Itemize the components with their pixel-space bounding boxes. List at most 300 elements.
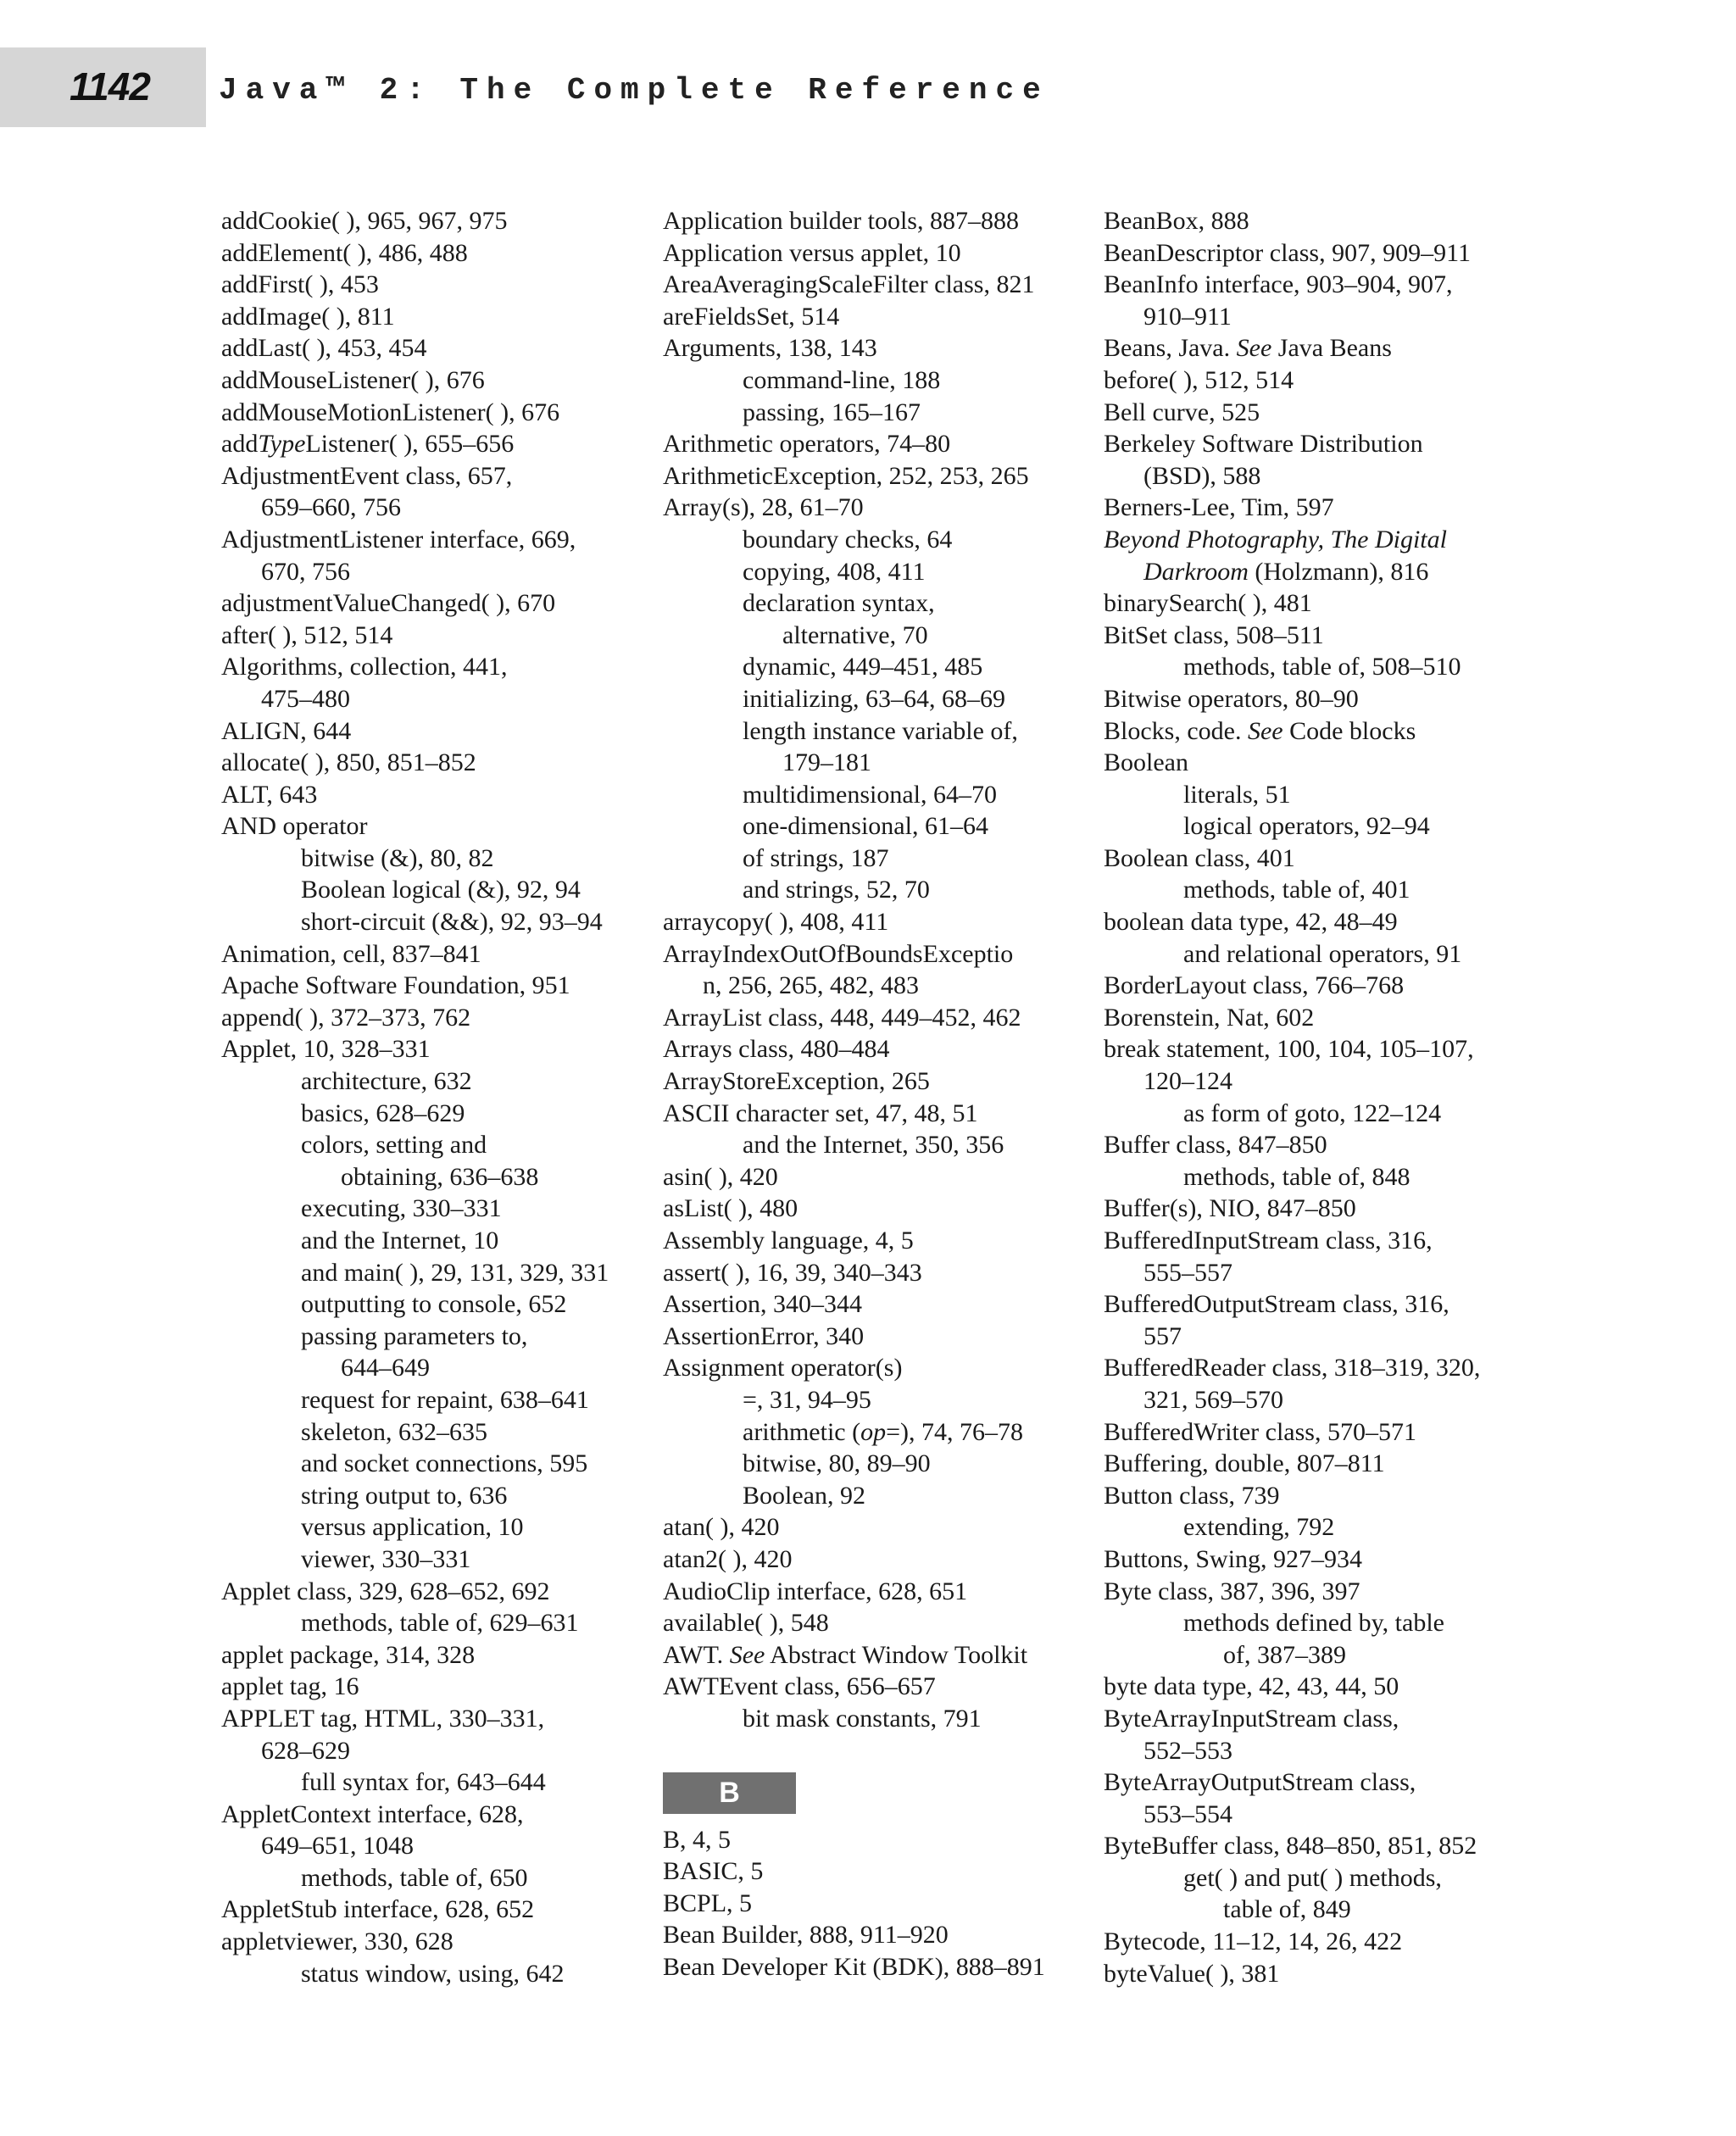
- index-text: obtaining, 636–638: [341, 1162, 539, 1191]
- index-entry: [663, 205, 1097, 237]
- index-text: boolean data type, 42, 48–49: [1104, 908, 1398, 937]
- index-text: BufferedOutputStream class, 316,: [1104, 1290, 1449, 1319]
- index-subentry: [663, 587, 1097, 620]
- index-text: available( ), 548: [663, 1609, 829, 1638]
- index-text: APPLET tag, HTML, 330–331,: [221, 1704, 545, 1733]
- index-text: BeanBox, 888: [1104, 207, 1249, 235]
- index-text: 321, 569–570: [1143, 1385, 1283, 1414]
- index-entry: [663, 1352, 1097, 1384]
- index-entry: [1104, 906, 1544, 938]
- index-entry: [1104, 1958, 1544, 1990]
- index-entry: [663, 1193, 1097, 1225]
- index-entry: [221, 970, 645, 1002]
- index-entry: [663, 1065, 1097, 1098]
- index-text: Berners-Lee, Tim, 597: [1104, 493, 1334, 522]
- index-subentry: [1104, 938, 1544, 971]
- index-text: BCPL, 5: [663, 1888, 753, 1917]
- index-text: 120–124: [1143, 1067, 1232, 1096]
- index-subentry: [663, 1416, 1097, 1449]
- index-text: status window, using, 642: [301, 1959, 565, 1988]
- index-text: ByteBuffer class, 848–850, 851, 852: [1104, 1832, 1477, 1861]
- index-subentry: [663, 779, 1097, 811]
- index-entry: [1104, 747, 1544, 779]
- index-text: 552–553: [1143, 1736, 1232, 1765]
- index-text: AND operator: [221, 812, 368, 841]
- index-text: 910–911: [1143, 302, 1232, 331]
- index-text: Beans, Java.: [1104, 334, 1237, 363]
- index-text: asList( ), 480: [663, 1194, 798, 1223]
- index-text-italic: op: [860, 1417, 887, 1446]
- index-text: AppletContext interface, 628,: [221, 1799, 524, 1828]
- index-text: Blocks, code.: [1104, 716, 1248, 745]
- index-text: binarySearch( ), 481: [1104, 589, 1312, 618]
- index-entry: [221, 205, 645, 237]
- index-text: break statement, 100, 104, 105–107,: [1104, 1035, 1474, 1064]
- index-entry: [663, 1855, 1097, 1888]
- index-text: BeanInfo interface, 903–904, 907,: [1104, 270, 1453, 299]
- index-text: Bytecode, 11–12, 14, 26, 422: [1104, 1927, 1403, 1956]
- index-text: short-circuit (&&), 92, 93–94: [301, 908, 603, 937]
- index-entry: [1104, 1352, 1544, 1384]
- index-text: AWT.: [663, 1640, 730, 1669]
- index-entry: [221, 747, 645, 779]
- index-entry: [221, 1894, 645, 1926]
- index-entry: [221, 1799, 645, 1831]
- index-subentry: [663, 1703, 1097, 1735]
- index-subentry: [1104, 1607, 1544, 1639]
- section-letter-header: B: [663, 1772, 796, 1814]
- index-text: =), 74, 76–78: [886, 1417, 1024, 1446]
- index-text: logical operators, 92–94: [1183, 812, 1430, 841]
- index-entry: [221, 620, 645, 652]
- index-entry: [221, 1703, 645, 1735]
- index-text: full syntax for, 643–644: [301, 1768, 546, 1797]
- index-text: get( ) and put( ) methods,: [1183, 1863, 1442, 1892]
- index-text-italic: See: [1247, 716, 1283, 745]
- index-subentry: [221, 556, 645, 588]
- index-entry: [1104, 587, 1544, 620]
- index-text: length instance variable of,: [743, 716, 1018, 745]
- index-entry: [663, 1225, 1097, 1257]
- index-subentry: [221, 1288, 645, 1321]
- index-text: and socket connections, 595: [301, 1449, 588, 1478]
- index-entry: [221, 301, 645, 333]
- index-subentry: [663, 620, 1097, 652]
- index-text: methods, table of, 401: [1183, 876, 1410, 904]
- index-entry: [663, 1607, 1097, 1639]
- index-text: string output to, 636: [301, 1481, 508, 1510]
- index-entry: [663, 428, 1097, 460]
- index-entry: [1104, 1671, 1544, 1703]
- index-text-italic: See: [1236, 334, 1272, 363]
- index-text: 670, 756: [261, 557, 350, 586]
- index-entry: [663, 332, 1097, 364]
- index-subentry: [221, 683, 645, 715]
- index-entry: [1104, 1544, 1544, 1576]
- index-entry: [663, 492, 1097, 524]
- index-text: ALIGN, 644: [221, 716, 352, 745]
- index-text: Assignment operator(s): [663, 1354, 903, 1382]
- index-subentry: [221, 1193, 645, 1225]
- index-text: applet tag, 16: [221, 1672, 359, 1701]
- index-subentry: [663, 397, 1097, 429]
- section-gap: [663, 1735, 1097, 1772]
- index-text: request for repaint, 638–641: [301, 1385, 589, 1414]
- index-entry: [663, 1511, 1097, 1544]
- index-text: Buttons, Swing, 927–934: [1104, 1544, 1363, 1573]
- index-text: Boolean, 92: [743, 1481, 865, 1510]
- index-entry: [1104, 428, 1544, 460]
- index-subentry: [663, 810, 1097, 843]
- index-entry: [1104, 397, 1544, 429]
- index-subentry: [221, 1384, 645, 1416]
- index-text: methods defined by, table: [1183, 1609, 1444, 1638]
- index-text: allocate( ), 850, 851–852: [221, 748, 476, 777]
- index-entry: [663, 301, 1097, 333]
- index-entry: [663, 1919, 1097, 1951]
- index-entry: [221, 269, 645, 301]
- index-text: AssertionError, 340: [663, 1321, 865, 1350]
- index-text: BitSet class, 508–511: [1104, 620, 1324, 649]
- index-text: declaration syntax,: [743, 589, 935, 618]
- index-text: append( ), 372–373, 762: [221, 1003, 471, 1032]
- index-subentry: [1104, 1511, 1544, 1544]
- index-subentry: [1104, 874, 1544, 906]
- index-subentry: [221, 1544, 645, 1576]
- index-entry: [663, 1576, 1097, 1608]
- index-subentry: [221, 1257, 645, 1289]
- index-text: Buffer class, 847–850: [1104, 1131, 1327, 1160]
- index-entry: [663, 938, 1097, 971]
- index-text: 555–557: [1143, 1258, 1232, 1287]
- index-text: BorderLayout class, 766–768: [1104, 971, 1405, 1000]
- index-subentry: [663, 1480, 1097, 1512]
- index-text: 628–629: [261, 1736, 350, 1765]
- index-entry: [221, 938, 645, 971]
- index-text: methods, table of, 508–510: [1183, 653, 1461, 681]
- index-text: of, 387–389: [1223, 1640, 1346, 1669]
- index-text: addElement( ), 486, 488: [221, 238, 468, 267]
- index-text: Arithmetic operators, 74–80: [663, 430, 951, 459]
- index-text: Java Beans: [1271, 334, 1392, 363]
- index-text: AdjustmentEvent class, 657,: [221, 461, 513, 490]
- index-subentry: [663, 1448, 1097, 1480]
- index-text: byte data type, 42, 43, 44, 50: [1104, 1672, 1399, 1701]
- index-text: one-dimensional, 61–64: [743, 812, 988, 841]
- index-entry: [663, 1951, 1097, 1983]
- index-text: basics, 628–629: [301, 1099, 465, 1127]
- index-subentry: [1104, 1639, 1544, 1672]
- index-text: appletviewer, 330, 628: [221, 1927, 453, 1956]
- index-subentry: [1104, 1735, 1544, 1767]
- index-text: (BSD), 588: [1143, 461, 1261, 490]
- index-subentry: [1104, 651, 1544, 683]
- index-text: Berkeley Software Distribution: [1104, 430, 1423, 459]
- index-subentry: [221, 1607, 645, 1639]
- index-text: Boolean class, 401: [1104, 843, 1295, 872]
- index-text: 553–554: [1143, 1799, 1232, 1828]
- index-entry: [221, 364, 645, 397]
- index-entry: [221, 460, 645, 492]
- index-entry: [1104, 620, 1544, 652]
- index-entry: [1104, 1288, 1544, 1321]
- index-entry: [1104, 524, 1544, 556]
- index-subentry: [221, 1065, 645, 1098]
- index-text: 179–181: [782, 748, 871, 777]
- index-entry: [1104, 1225, 1544, 1257]
- index-subentry: [1104, 460, 1544, 492]
- index-entry: [221, 651, 645, 683]
- index-subentry: [1104, 1894, 1544, 1926]
- index-text: Code blocks: [1283, 716, 1416, 745]
- index-entry: [1104, 715, 1544, 748]
- index-text: Arguments, 138, 143: [663, 334, 877, 363]
- index-text: 557: [1143, 1321, 1182, 1350]
- index-text: after( ), 512, 514: [221, 620, 393, 649]
- page-number: 1142: [70, 64, 150, 108]
- index-text: 475–480: [261, 684, 350, 713]
- index-text: asin( ), 420: [663, 1162, 778, 1191]
- index-entry: [1104, 1703, 1544, 1735]
- index-text: 649–651, 1048: [261, 1832, 414, 1861]
- index-subentry: [1104, 1862, 1544, 1894]
- index-text: BufferedWriter class, 570–571: [1104, 1417, 1416, 1446]
- index-entry: [1104, 1129, 1544, 1161]
- index-entry: [663, 1098, 1097, 1130]
- index-subentry: [1104, 1098, 1544, 1130]
- index-entry: [1104, 1480, 1544, 1512]
- index-text: methods, table of, 650: [301, 1863, 528, 1892]
- index-text: initializing, 63–64, 68–69: [743, 684, 1005, 713]
- index-entry: [221, 1033, 645, 1065]
- index-subentry: [221, 1129, 645, 1161]
- index-text: versus application, 10: [301, 1513, 524, 1542]
- index-text: and main( ), 29, 131, 329, 331: [301, 1258, 609, 1287]
- index-entry: [221, 397, 645, 429]
- index-subentry: [1104, 1384, 1544, 1416]
- index-text: addImage( ), 811: [221, 302, 395, 331]
- index-subentry: [221, 1511, 645, 1544]
- index-entry: [221, 1576, 645, 1608]
- index-column-3: [1104, 205, 1544, 1989]
- index-text: 644–649: [341, 1354, 430, 1382]
- index-text: BufferedReader class, 318–319, 320,: [1104, 1354, 1481, 1382]
- index-text: =, 31, 94–95: [743, 1385, 871, 1414]
- index-text: Bean Developer Kit (BDK), 888–891: [663, 1952, 1045, 1981]
- index-subentry: [221, 1225, 645, 1257]
- index-text: Button class, 739: [1104, 1481, 1280, 1510]
- index-entry: [663, 1544, 1097, 1576]
- index-subentry: [221, 1448, 645, 1480]
- index-entry: [1104, 1002, 1544, 1034]
- index-text: skeleton, 632–635: [301, 1417, 487, 1446]
- index-entry: [1104, 492, 1544, 524]
- index-entry: [221, 1671, 645, 1703]
- index-text: ArithmeticException, 252, 253, 265: [663, 461, 1029, 490]
- index-entry: [663, 1639, 1097, 1672]
- index-text: multidimensional, 64–70: [743, 780, 997, 809]
- index-text: AppletStub interface, 628, 652: [221, 1895, 535, 1924]
- index-subentry: [663, 715, 1097, 748]
- index-entry: [663, 1824, 1097, 1856]
- index-text: dynamic, 449–451, 485: [743, 653, 983, 681]
- index-entry: [1104, 1416, 1544, 1449]
- index-text: literals, 51: [1183, 780, 1291, 809]
- index-text: copying, 408, 411: [743, 557, 926, 586]
- index-entry: [663, 1888, 1097, 1920]
- index-subentry: [221, 492, 645, 524]
- index-text: Boolean logical (&), 92, 94: [301, 876, 581, 904]
- index-subentry: [663, 747, 1097, 779]
- index-text: Bell curve, 525: [1104, 398, 1260, 426]
- index-text: Buffering, double, 807–811: [1104, 1449, 1385, 1478]
- index-text: add: [221, 430, 259, 459]
- index-entry: [221, 810, 645, 843]
- index-entry: [663, 1321, 1097, 1353]
- index-text: boundary checks, 64: [743, 525, 953, 553]
- index-subentry: [663, 556, 1097, 588]
- index-entry: [663, 1033, 1097, 1065]
- index-text: arithmetic (: [743, 1417, 861, 1446]
- index-text: Assembly language, 4, 5: [663, 1227, 914, 1254]
- index-text: Bitwise operators, 80–90: [1104, 684, 1359, 713]
- index-entry: [1104, 1576, 1544, 1608]
- index-text: and relational operators, 91: [1183, 939, 1462, 968]
- index-text: Animation, cell, 837–841: [221, 939, 481, 968]
- index-text: Boolean: [1104, 748, 1188, 777]
- index-subentry: [221, 1480, 645, 1512]
- index-text-italic: Beyond Photography, The Digital: [1104, 525, 1447, 553]
- index-subentry: [663, 1384, 1097, 1416]
- index-text: bitwise (&), 80, 82: [301, 843, 494, 872]
- index-subentry: [221, 1830, 645, 1862]
- index-entry: [1104, 269, 1544, 301]
- index-subentry: [221, 1416, 645, 1449]
- index-subentry: [221, 1352, 645, 1384]
- index-text: (Holzmann), 816: [1248, 557, 1429, 586]
- index-text: atan2( ), 420: [663, 1544, 793, 1573]
- index-subentry: [663, 874, 1097, 906]
- index-subentry: [1104, 1321, 1544, 1353]
- index-entry: [663, 1257, 1097, 1289]
- index-entry: [221, 524, 645, 556]
- index-text: Assertion, 340–344: [663, 1290, 862, 1319]
- index-text: AWTEvent class, 656–657: [663, 1672, 936, 1701]
- index-text: colors, setting and: [301, 1131, 487, 1160]
- index-entry: [663, 269, 1097, 301]
- index-subentry: [221, 1161, 645, 1193]
- index-subentry: [221, 1098, 645, 1130]
- index-text: Apache Software Foundation, 951: [221, 971, 570, 1000]
- index-text: Arrays class, 480–484: [663, 1035, 890, 1064]
- index-text: methods, table of, 848: [1183, 1162, 1410, 1191]
- index-text: ArrayStoreException, 265: [663, 1067, 930, 1096]
- index-subentry: [221, 1766, 645, 1799]
- index-text: BeanDescriptor class, 907, 909–911: [1104, 238, 1471, 267]
- index-subentry: [221, 1735, 645, 1767]
- index-entry: [663, 1288, 1097, 1321]
- index-text: byteValue( ), 381: [1104, 1959, 1280, 1988]
- index-text: alternative, 70: [782, 620, 928, 649]
- index-text: table of, 849: [1223, 1895, 1351, 1924]
- index-text: Abstract Window Toolkit: [765, 1640, 1028, 1669]
- index-text: BASIC, 5: [663, 1857, 764, 1886]
- index-entry: [221, 1639, 645, 1672]
- index-subentry: [1104, 779, 1544, 811]
- index-entry: [663, 237, 1097, 270]
- index-entry: [1104, 1926, 1544, 1958]
- index-text: Array(s), 28, 61–70: [663, 493, 864, 522]
- index-text: executing, 330–331: [301, 1194, 502, 1223]
- running-head: Java™ 2: The Complete Reference: [219, 73, 1049, 108]
- index-text: AreaAveragingScaleFilter class, 821: [663, 270, 1035, 299]
- index-text-italic: See: [729, 1640, 765, 1669]
- index-entry: [221, 237, 645, 270]
- index-entry: [1104, 1193, 1544, 1225]
- index-subentry: [221, 874, 645, 906]
- index-text: before( ), 512, 514: [1104, 365, 1294, 394]
- index-text: B, 4, 5: [663, 1825, 732, 1854]
- index-text: AudioClip interface, 628, 651: [663, 1577, 968, 1605]
- index-entry: [663, 906, 1097, 938]
- index-text: methods, table of, 629–631: [301, 1609, 579, 1638]
- index-entry: [221, 715, 645, 748]
- index-text-italic: Darkroom: [1143, 557, 1249, 586]
- index-text: as form of goto, 122–124: [1183, 1099, 1442, 1127]
- index-entry: [1104, 1033, 1544, 1065]
- index-text: Algorithms, collection, 441,: [221, 653, 508, 681]
- index-subentry: [221, 843, 645, 875]
- index-entry: [1104, 205, 1544, 237]
- index-entry: [1104, 683, 1544, 715]
- index-entry: [1104, 332, 1544, 364]
- index-entry: [221, 428, 645, 460]
- index-subentry: [1104, 1161, 1544, 1193]
- index-subentry: [221, 906, 645, 938]
- index-text: addFirst( ), 453: [221, 270, 379, 299]
- index-subentry: [221, 1958, 645, 1990]
- index-text: Applet class, 329, 628–652, 692: [221, 1577, 550, 1605]
- index-text: ByteArrayInputStream class,: [1104, 1704, 1399, 1733]
- index-entry: [663, 1671, 1097, 1703]
- index-text: addCookie( ), 965, 967, 975: [221, 207, 508, 235]
- index-text: extending, 792: [1183, 1513, 1335, 1542]
- index-text: Listener( ), 655–656: [305, 430, 515, 459]
- index-text: ByteArrayOutputStream class,: [1104, 1768, 1416, 1797]
- index-entry: [221, 779, 645, 811]
- index-text: Buffer(s), NIO, 847–850: [1104, 1194, 1356, 1223]
- index-entry: [1104, 970, 1544, 1002]
- index-text: passing, 165–167: [743, 398, 921, 426]
- index-text: ALT, 643: [221, 780, 318, 809]
- index-subentry: [221, 1321, 645, 1353]
- index-text: areFieldsSet, 514: [663, 302, 840, 331]
- index-text: adjustmentValueChanged( ), 670: [221, 589, 556, 618]
- index-subentry: [663, 1129, 1097, 1161]
- index-text: of strings, 187: [743, 843, 889, 872]
- index-entry: [1104, 1766, 1544, 1799]
- index-entry: [1104, 843, 1544, 875]
- index-subentry: [663, 364, 1097, 397]
- index-text: n, 256, 265, 482, 483: [703, 971, 919, 1000]
- index-column-1: [221, 205, 645, 1989]
- index-entry: [1104, 1448, 1544, 1480]
- index-text: Applet, 10, 328–331: [221, 1035, 431, 1064]
- index-subentry: [1104, 556, 1544, 588]
- index-text: Application builder tools, 887–888: [663, 207, 1019, 235]
- index-subentry: [663, 651, 1097, 683]
- index-subentry: [1104, 1799, 1544, 1831]
